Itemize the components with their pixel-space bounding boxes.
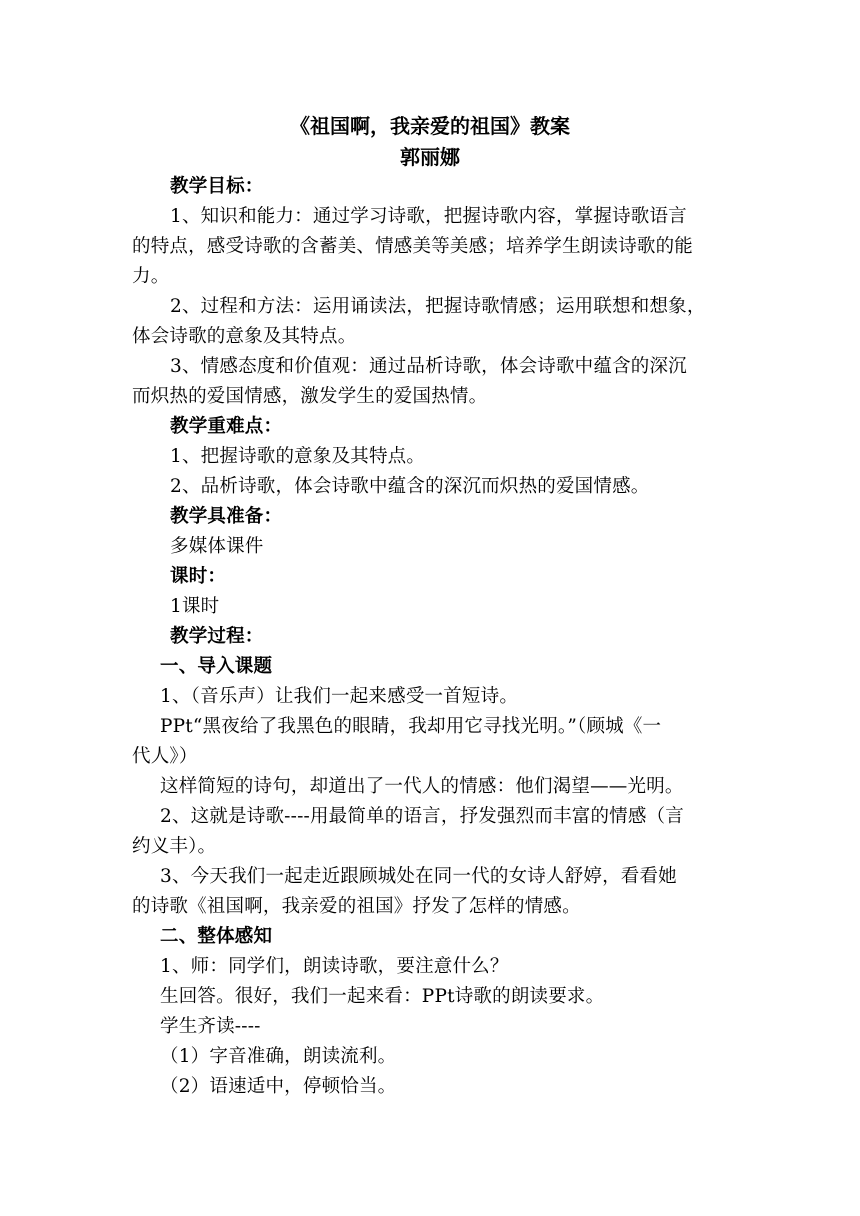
- paragraph-line: 2、过程和方法：运用诵读法，把握诗歌情感；运用联想和想象，: [170, 296, 706, 317]
- paragraph-line: 1、把握诗歌的意象及其特点。: [170, 446, 426, 467]
- paragraph-line: 的特点，感受诗歌的含蓄美、情感美等美感；培养学生朗读诗歌的能: [132, 236, 694, 257]
- paragraph-line: （1）字音准确，朗读流利。: [160, 1046, 397, 1067]
- paragraph-line: 代人》）: [132, 746, 198, 767]
- section-heading-class-hours: 课时：: [170, 566, 227, 587]
- paragraph-line: 1、知识和能力：通过学习诗歌，把握诗歌内容，掌握诗歌语言: [170, 206, 687, 227]
- paragraph-line: 的诗歌《祖国啊，我亲爱的祖国》抒发了怎样的情感。: [132, 896, 581, 917]
- paragraph-line: （2）语速适中，停顿恰当。: [160, 1076, 397, 1097]
- paragraph-line: 2、这就是诗歌----用最简单的语言，抒发强烈而丰富的情感（言: [160, 806, 684, 827]
- paragraph-line: 力。: [132, 266, 170, 287]
- paragraph-line: 1课时: [170, 596, 220, 617]
- subsection-heading-overall: 二、整体感知: [160, 926, 273, 947]
- paragraph-line: 体会诗歌的意象及其特点。: [132, 326, 357, 347]
- paragraph-line: 1、（音乐声）让我们一起来感受一首短诗。: [160, 686, 519, 707]
- section-heading-materials: 教学具准备：: [170, 506, 283, 527]
- paragraph-line: 1、师：同学们，朗读诗歌，要注意什么？: [160, 956, 509, 977]
- paragraph-line: 学生齐读----: [160, 1016, 261, 1037]
- paragraph-line: 3、情感态度和价值观：通过品析诗歌，体会诗歌中蕴含的深沉: [170, 356, 687, 377]
- section-heading-key-points: 教学重难点：: [170, 416, 283, 437]
- paragraph-line: 生回答。很好，我们一起来看：PPt诗歌的朗读要求。: [160, 986, 605, 1007]
- paragraph-line: 这样简短的诗句，却道出了一代人的情感：他们渴望——光明。: [160, 776, 684, 797]
- paragraph-line: 3、今天我们一起走近跟顾城处在同一代的女诗人舒婷，看看她: [160, 866, 677, 887]
- subsection-heading-intro: 一、导入课题: [160, 656, 273, 677]
- section-heading-process: 教学过程：: [170, 626, 264, 647]
- document-author: 郭丽娜: [400, 145, 460, 169]
- paragraph-line: 而炽热的爱国情感，激发学生的爱国热情。: [132, 386, 488, 407]
- paragraph-line: 约义丰）。: [132, 836, 217, 857]
- paragraph-line: 多媒体课件: [170, 536, 264, 557]
- paragraph-line: PPt“黑夜给了我黑色的眼睛，我却用它寻找光明。”（顾城《一: [160, 716, 662, 737]
- paragraph-line: 2、品析诗歌，体会诗歌中蕴含的深沉而炽热的爱国情感。: [170, 476, 650, 497]
- section-heading-objectives: 教学目标：: [170, 176, 264, 197]
- document-title: 《祖国啊，我亲爱的祖国》教案: [290, 114, 570, 138]
